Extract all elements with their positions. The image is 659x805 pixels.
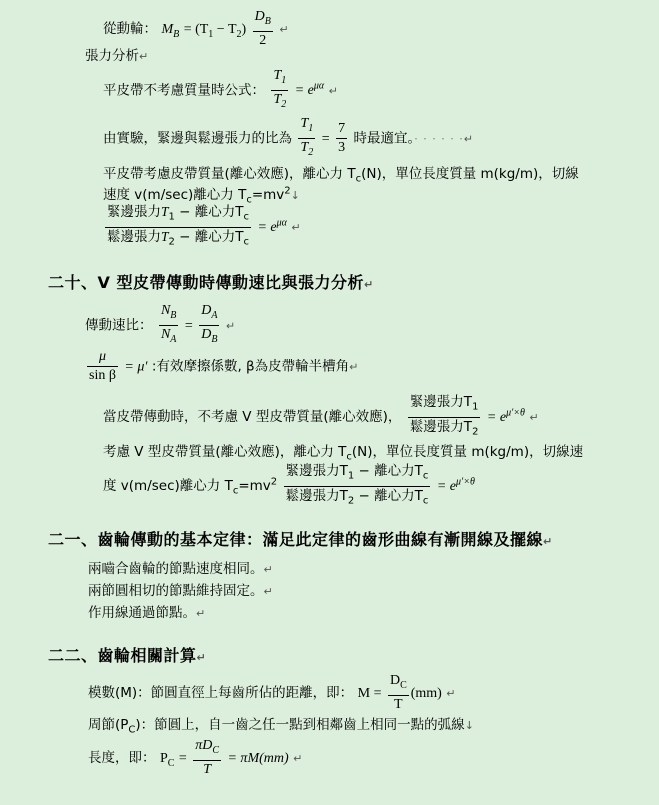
diameter-ratio-fraction: $\frac{D_A}{D_B}$ — [201, 303, 218, 345]
v-belt-no-mass-rhs: = $e^{\mu'\times\theta}$ — [486, 407, 525, 426]
flat-belt-no-mass-line: 平皮帶不考慮質量時公式： $\frac{T_1}{T_2}$ = $e^{\mu\alpha}$ ↵ — [103, 67, 338, 114]
flat-belt-no-mass-rhs: = $e^{\mu\alpha}$ — [294, 80, 325, 99]
flat-belt-no-mass-fraction: $\frac{T_1}{T_2}$ — [273, 68, 287, 110]
tension-analysis-title: 張力分析↵ — [85, 48, 149, 64]
pitch-length-label: 長度，即： — [88, 749, 156, 766]
flat-belt-no-mass-label: 平皮帶不考慮質量時公式： — [103, 82, 265, 99]
experiment-suffix: 時最適宜。 — [353, 130, 415, 147]
v-belt-mass-line2: 度 v(m/sec)離心力 $T_c=mv^2$ $\frac{緊邊張力T_1 - 離心力T_c}{鬆邊張力T_2 - 離心力T_c}$ = $e^{\mu'\times\theta}$ — [103, 462, 475, 510]
module-fraction: $\frac{D_C}{T}$ — [389, 673, 407, 712]
driven-wheel-lhs: $M_B$ — [161, 21, 180, 40]
experiment-fraction: $\frac{T_1}{T_2}$ — [300, 116, 314, 158]
experiment-line: 由實驗，緊邊與鬆邊張力的比為 $\frac{T_1}{T_2}$ = $\frac{7}{3}$ 時最適宜。· · · · · ·↵ — [103, 115, 473, 162]
effective-friction-fraction: $\frac{\mu}{\text{sin β}}$ — [89, 349, 116, 383]
circular-pitch-line: 周節$(P_C)$：節圓上，自一齒之任一點到相鄰齒上相同一點的弧線↓ — [88, 717, 474, 736]
section-20-heading: 二十、V 型皮帶傳動時傳動速比與張力分析↵ — [48, 273, 374, 292]
flat-belt-mass-fraction: $\frac{緊邊張力T_1 - 離心力T_c}{鬆邊張力T_2 - 離心力T_c}$ — [107, 204, 250, 248]
v-belt-no-mass-line: 當皮帶傳動時，不考慮 V 型皮帶質量(離心效應)， $\frac{緊邊張力T_1}{鬆邊張力T_2}$ = $e^{\mu'\times\theta}$ ↵ — [103, 393, 539, 441]
driven-wheel-mid: = $(T_1 - T_2)$ — [183, 21, 247, 40]
pitch-length-fraction: $\frac{\pi D_C}{T}$ — [195, 738, 220, 777]
section-22-heading: 二二、齒輪相關計算↵ — [48, 646, 207, 665]
transmission-ratio-line: 傳動速比： $\frac{N_B}{N_A}$ = $\frac{D_A}{D_B}$ ↵ — [85, 302, 235, 349]
experiment-ratio: $\frac{7}{3}$ — [338, 120, 346, 155]
flat-belt-mass-line1: 平皮帶考慮皮帶質量(離心效應)，離心力 $T_c(N)$，單位長度質量 m(kg/m)，切線 — [103, 166, 579, 185]
v-belt-no-mass-fraction: $\frac{緊邊張力T_1}{鬆邊張力T_2}$ — [409, 394, 479, 438]
effective-friction-line: $\frac{\mu}{\text{sin β}}$ = μ′ :有效摩擦係數, β為皮帶輪半槽角↵ — [89, 349, 359, 383]
driven-wheel-label: 從動輪： — [103, 20, 157, 37]
module-line: 模數(M)：節圓直徑上每齒所佔的距離，即： M = $\frac{D_C}{T}$ (mm) ↵ — [88, 673, 456, 712]
v-belt-mass-fraction: $\frac{緊邊張力T_1 - 離心力T_c}{鬆邊張力T_2 - 離心力T_c}$ — [285, 463, 429, 507]
driven-wheel-fraction: $\frac{D_B}{2}$ — [254, 9, 271, 48]
gear-law-item: 兩節圓相切的節點維持固定。↵ — [88, 583, 273, 599]
flat-belt-mass-rhs: = $e^{\mu\alpha}$ — [257, 217, 287, 236]
paragraph-mark: ↵ — [279, 22, 289, 36]
gear-law-item: 作用線通過節點。↵ — [88, 605, 206, 621]
flat-belt-mass-line2: 速度 v(m/sec)離心力 $T_c=mv^2↓$ — [103, 185, 300, 206]
experiment-label: 由實驗，緊邊與鬆邊張力的比為 — [103, 130, 292, 147]
effective-friction-desc: :有效摩擦係數, β為皮帶輪半槽角 — [151, 358, 350, 375]
v-belt-mass-line1: 考慮 V 型皮帶質量(離心效應)，離心力 $T_c(N)$，單位長度質量 m(kg/m)，切線速 — [103, 444, 584, 463]
gear-law-item: 兩嚙合齒輪的節點速度相同。↵ — [88, 561, 273, 577]
pitch-length-line: 長度，即： $P_C$ = $\frac{\pi D_C}{T}$ = πM(mm) ↵ — [88, 738, 303, 777]
speed-ratio-fraction: $\frac{N_B}{N_A}$ — [160, 303, 177, 345]
transmission-ratio-label: 傳動速比： — [85, 317, 153, 334]
section-21-heading: 二一、齒輪傳動的基本定律：滿足此定律的齒形曲線有漸開線及擺線↵ — [48, 530, 553, 549]
module-label: 模數(M)：節圓直徑上每齒所佔的距離，即： — [88, 684, 354, 701]
v-belt-mass-rhs: = $e^{\mu'\times\theta}$ — [436, 476, 475, 495]
flat-belt-mass-formula: $\frac{緊邊張力T_1 - 離心力T_c}{鬆邊張力T_2 - 離心力T_c}$ = $e^{\mu\alpha}$ ↵ — [103, 203, 301, 251]
